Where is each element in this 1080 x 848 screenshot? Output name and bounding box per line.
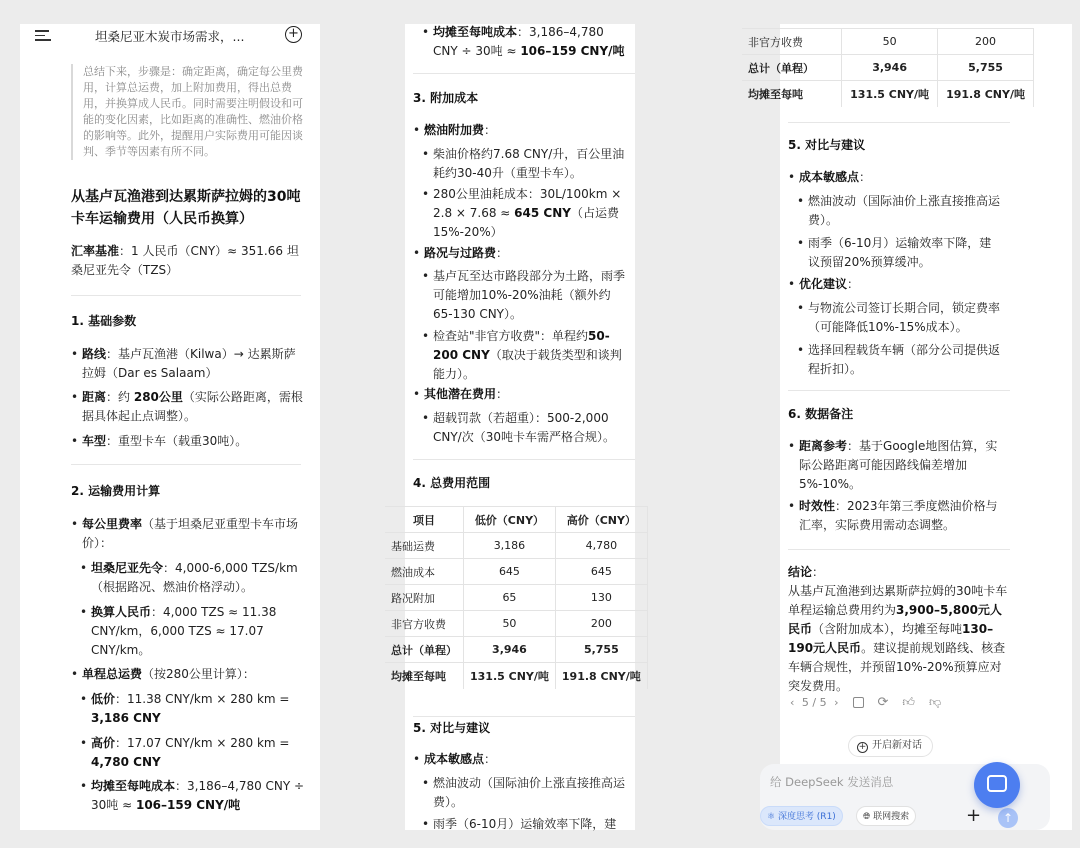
deep-think-toggle[interactable] [760, 806, 843, 826]
road2-value: 50-200 CNY [433, 329, 610, 362]
low-label: 低价 [91, 692, 116, 706]
high-value: 4,780 CNY [91, 755, 161, 769]
conclusion-mid: （含附加成本），均摊至每吨 [812, 622, 963, 636]
list-item: • 路况与过路费： [413, 244, 627, 263]
table-cell: 5,755 [938, 55, 1034, 81]
table-cell: 3,946 [842, 55, 938, 81]
table-cell: 131.5 CNY/吨 [842, 81, 938, 107]
message-input[interactable]: 给 DeepSeek 发送消息 [770, 775, 894, 789]
conclusion-pre: 从基卢瓦渔港到达累斯萨拉姆的30吨卡车单程运输总费用约为 [788, 584, 1008, 617]
table-cell: 4,780 [555, 533, 647, 559]
dist-ref-label: 距离参考 [799, 439, 848, 453]
list-item [71, 777, 305, 815]
new-chat-button[interactable] [848, 735, 933, 757]
sens-label: 成本敏感点 [799, 170, 860, 184]
table-cell: 5,755 [555, 637, 647, 663]
avg-text: ：3,186–4,780 CNY ÷ 30吨 ≈ [433, 25, 604, 58]
chevron-left-icon[interactable]: ‹ [790, 696, 795, 709]
answer-heading: 从基卢瓦渔港到达累斯萨拉姆的30吨卡车运输费用（人民币换算） [71, 189, 301, 227]
conclusion-value-total: 3,900–5,800元人民币 [788, 603, 1002, 636]
list-item [71, 690, 305, 728]
table-cell: 总计（单程） [385, 637, 464, 663]
other-label: 其他潜在费用 [424, 387, 497, 401]
table-row [385, 663, 647, 689]
truck-text: ：重型卡车（载重30吨）。 [106, 434, 248, 448]
road2-pre: 检查站"非官方收费"：单程约 [433, 329, 589, 343]
table-row [742, 29, 1034, 55]
send-button[interactable]: ↑ [998, 808, 1018, 828]
deep-think-label: 深度思考 (R1) [777, 812, 836, 822]
pager-control [790, 696, 839, 709]
list-item [71, 388, 305, 426]
section-5-title: 5. 对比与建议 [788, 138, 866, 152]
cny-label: 换算人民币 [91, 605, 152, 619]
sens-label: 成本敏感点 [424, 752, 485, 766]
list-item [788, 437, 1002, 494]
table-cell: 200 [938, 29, 1034, 55]
perkm-text: （基于坦桑尼亚重型卡车市场价）： [82, 517, 299, 550]
avg-text: ：3,186–4,780 CNY ÷ 30吨 ≈ [91, 779, 305, 812]
section-6-title: 6. 数据备注 [788, 407, 854, 421]
truck-label: 车型 [82, 434, 107, 448]
section-4-title: 4. 总费用范围 [413, 476, 491, 490]
thumbs-down-icon[interactable]: 👎︎ [928, 695, 942, 709]
new-chat-icon[interactable]: + [285, 26, 302, 43]
table-cell: 65 [464, 585, 556, 611]
table-cell: 3,186 [464, 533, 556, 559]
table-header-cell: 项目 [385, 507, 464, 533]
list-item: • 成本敏感点： [788, 168, 1002, 187]
fuel2-pre: 280公里油耗成本：30L/100km × 2.8 × 7.68 ≈ [433, 187, 622, 220]
single-text: （按280公里计算）： [142, 667, 255, 681]
table-row [385, 559, 647, 585]
list-item [413, 185, 627, 242]
low-text: ：11.38 CNY/km × 280 km = [115, 692, 290, 706]
list-item [788, 497, 1002, 535]
list-item [71, 432, 305, 451]
distance-value: 280公里 [133, 390, 183, 404]
divider [788, 549, 1010, 550]
distance-pre: ：约 [106, 390, 134, 404]
list-item [413, 23, 627, 61]
list-item [71, 345, 305, 383]
cost-table [742, 28, 1034, 107]
conclusion-value-per-ton: 130–190元人民币 [788, 622, 994, 655]
exchange-rate-label: 汇率基准 [71, 244, 120, 258]
timeliness-label: 时效性 [799, 499, 836, 513]
road2-post: （取决于载货类型和谈判能力）。 [433, 348, 622, 381]
table-header-row [385, 507, 647, 533]
panel-left [20, 24, 320, 830]
list-item: • 燃油波动（国际油价上涨直接推高运费）。 [788, 192, 1002, 230]
distance-label: 距离 [82, 390, 107, 404]
conclusion-post: 。建议提前规划路线、核查车辆合规性，并预留10%-20%预算应对突发费用。 [788, 641, 1006, 693]
exchange-rate-text: ：1 人民币（CNY）≈ 351.66 坦桑尼亚先令（TZS） [71, 244, 299, 277]
table-cell: 645 [555, 559, 647, 585]
divider [788, 122, 1010, 123]
perkm-label: 每公里费率 [82, 517, 143, 531]
chat-title[interactable]: 坦桑尼亚木炭市场需求，... [95, 29, 245, 44]
copy-icon[interactable] [853, 697, 864, 708]
list-item [71, 665, 305, 684]
avg-value: 106–159 CNY/吨 [135, 798, 241, 812]
high-label: 高价 [91, 736, 116, 750]
section-2-title: 2. 运输费用计算 [71, 484, 161, 498]
table-cell: 645 [464, 559, 556, 585]
table-cell: 均摊至每吨 [385, 663, 464, 689]
table-cell: 50 [464, 611, 556, 637]
new-chat-label: 开启新对话 [872, 740, 922, 751]
divider [413, 716, 635, 717]
panel-middle [391, 24, 641, 831]
table-cell: 路况附加 [385, 585, 464, 611]
fuel2-value: 645 CNY [514, 206, 571, 220]
list-item: • 基卢瓦至达市路段部分为土路，雨季可能增加10%-20%油耗（额外约65-130 CNY）。 [413, 267, 627, 324]
globe-icon: 🌐︎ [863, 812, 874, 822]
table-row [385, 533, 647, 559]
table-cell: 3,946 [464, 637, 556, 663]
list-item [71, 515, 305, 553]
list-item: • 燃油波动（国际油价上涨直接推高运费）。 [413, 774, 627, 812]
conclusion-label: 结论 [788, 565, 813, 579]
table-cell: 131.5 CNY/吨 [464, 663, 556, 689]
section-1-title: 1. 基础参数 [71, 314, 137, 328]
divider [413, 459, 635, 460]
fuel-label: 燃油附加费 [424, 123, 485, 137]
web-search-toggle[interactable] [856, 806, 916, 826]
table-cell: 191.8 CNY/吨 [555, 663, 647, 689]
new-chat-icon: + [858, 742, 867, 752]
floating-chat-button[interactable] [974, 762, 1020, 808]
avg-label: 均摊至每吨成本 [91, 779, 176, 793]
thumbs-up-icon[interactable]: 👍︎ [902, 695, 915, 709]
table-row [385, 637, 647, 663]
divider [413, 73, 635, 74]
distance-post: （实际公路距离，需根据具体起止点调整）。 [82, 390, 303, 423]
table-cell: 非官方收费 [385, 611, 464, 637]
divider [71, 295, 301, 296]
table-row [742, 55, 1034, 81]
list-item [71, 603, 305, 660]
list-item: • 雨季（6-10月）运输效率下降，建议预留20%预算缓冲。 [788, 234, 1002, 272]
low-value: 3,186 CNY [91, 711, 161, 725]
table-cell: 50 [842, 29, 938, 55]
cost-table [385, 506, 648, 689]
list-item: • 选择回程载货车辆（部分公司提供返程折扣）。 [788, 341, 1002, 379]
table-cell: 基础运费 [385, 533, 464, 559]
list-item [71, 559, 305, 597]
list-item [413, 327, 627, 384]
top-bar [20, 24, 320, 48]
list-item: • 其他潜在费用： [413, 385, 627, 404]
web-search-label: 联网搜索 [873, 812, 910, 822]
list-item: • 与物流公司签订长期合同，锁定费率（可能降低10%-15%成本）。 [788, 299, 1002, 337]
table-header-cell: 高价（CNY） [555, 507, 647, 533]
exchange-rate [71, 242, 305, 280]
atom-icon: ⚛ [767, 812, 778, 822]
table-cell: 总计（单程） [742, 55, 842, 81]
cny-text: ：4,000 TZS ≈ 11.38 CNY/km，6,000 TZS ≈ 17.07 CNY/km。 [91, 605, 277, 657]
table-cell: 200 [555, 611, 647, 637]
chat-edit-icon [987, 775, 1007, 792]
section-5-title: 5. 对比与建议 [413, 721, 491, 735]
single-label: 单程总运费 [82, 667, 143, 681]
avg-label: 均摊至每吨成本 [433, 25, 518, 39]
table-header-cell: 低价（CNY） [464, 507, 556, 533]
route-label: 路线 [82, 347, 107, 361]
route-text: ：基卢瓦渔港（Kilwa）→ 达累斯萨拉姆（Dar es Salaam） [82, 347, 296, 380]
thinking-quote: 总结下来，步骤是：确定距离，确定每公里费用，计算总运费，加上附加费用，得出总费用，并换算成人民币。同时需要注明假设和可能的变化因素，比如距离的准确性、燃油价格的影响等。此外，提醒用户实际费用可能因谈判、季节等因素有所不同。 [71, 64, 305, 160]
list-item: • 成本敏感点： [413, 750, 627, 769]
menu-icon[interactable] [35, 30, 51, 42]
conclusion: 结论： 从基卢瓦渔港到达累斯萨拉姆的30吨卡车单程运输总费用约为3,900–5,800元人民币（含附加成本），均摊至每吨130–190元人民币。建议提前规划路线、核查车辆合规性，并预留10%-20%预算应对突发费用。 [788, 565, 1008, 693]
list-item: • 燃油附加费： [413, 121, 627, 140]
list-item: • 柴油价格约7.68 CNY/升，百公里油耗约30-40升（重型卡车）。 [413, 145, 627, 183]
table-cell: 非官方收费 [742, 29, 842, 55]
road-label: 路况与过路费 [424, 246, 497, 260]
section-3-title: 3. 附加成本 [413, 91, 479, 105]
table-cell: 均摊至每吨 [742, 81, 842, 107]
list-item: • 超载罚款（若超重）：500-2,000 CNY/次（30吨卡车需严格合规）。 [413, 409, 627, 447]
list-item: • 优化建议： [788, 275, 1002, 294]
divider [71, 464, 301, 465]
opt-label: 优化建议 [799, 277, 848, 291]
timeliness-text: ：2023年第三季度燃油价格与汇率，实际费用需动态调整。 [799, 499, 998, 532]
dist-ref-text: ：基于Google地图估算，实际公路距离可能因路线偏差增加5%-10%。 [799, 439, 998, 491]
table-cell: 燃油成本 [385, 559, 464, 585]
table-cell: 191.8 CNY/吨 [938, 81, 1034, 107]
pager-text: 5 / 5 [801, 696, 827, 709]
table-row [385, 611, 647, 637]
fuel2-post: （占运费15%-20%） [433, 206, 619, 239]
table-row [742, 81, 1034, 107]
divider [788, 390, 1010, 391]
list-item: • 雨季（6-10月）运输效率下降，建 [413, 815, 627, 834]
high-text: ：17.07 CNY/km × 280 km = [115, 736, 290, 750]
table-cell: 130 [555, 585, 647, 611]
tzs-label: 坦桑尼亚先令 [91, 561, 164, 575]
chevron-right-icon[interactable]: › [834, 696, 839, 709]
regenerate-icon[interactable]: ⟳ [877, 695, 889, 710]
avg-value: 106–159 CNY/吨 [520, 44, 625, 58]
list-item [71, 734, 305, 772]
panel-right [748, 24, 1072, 830]
table-row [385, 585, 647, 611]
message-pager [790, 695, 941, 710]
attach-button[interactable]: + [966, 805, 982, 826]
tzs-text: ：4,000-6,000 TZS/km（根据路况、燃油价格浮动）。 [91, 561, 298, 594]
